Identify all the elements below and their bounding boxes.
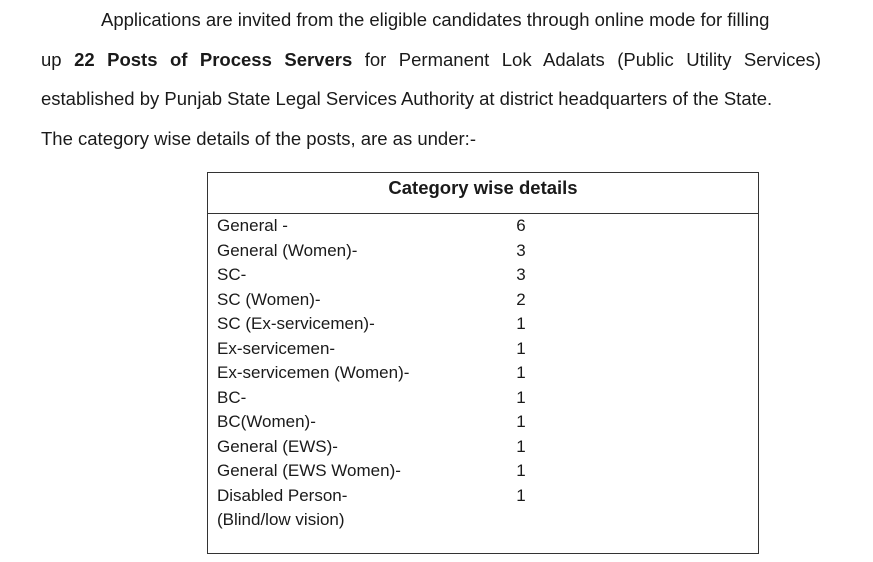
category-label: General (EWS Women)- <box>217 461 401 480</box>
intro-line-1: Applications are invited from the eligible candidates through online mode for filling <box>101 9 770 30</box>
category-count: 1 <box>516 412 526 431</box>
category-count: 1 <box>516 485 526 505</box>
category-row <box>217 410 758 435</box>
category-row <box>217 239 758 264</box>
category-label: General (EWS)- <box>217 436 338 456</box>
category-label: Disabled Person- <box>217 485 348 505</box>
intro-paragraph <box>41 0 821 158</box>
category-count: 3 <box>516 265 526 284</box>
category-row <box>217 214 758 239</box>
category-rows <box>217 214 758 533</box>
category-row <box>217 312 758 337</box>
category-label: SC- <box>217 265 247 284</box>
category-table <box>207 172 759 554</box>
category-count: 2 <box>516 289 526 309</box>
category-count: 1 <box>516 461 526 480</box>
category-count: 3 <box>516 240 526 260</box>
intro-line-2-post: for Permanent Lok Adalats (Public Utility Services) <box>364 48 822 70</box>
category-row <box>217 386 758 411</box>
category-label: General - <box>217 216 288 235</box>
category-row <box>217 484 758 509</box>
category-count: 1 <box>516 363 526 382</box>
category-row <box>217 337 758 362</box>
category-count: 1 <box>516 436 526 456</box>
category-table-title: Category wise details <box>208 173 758 214</box>
intro-line-3: established by Punjab State Legal Services Authority at district headquarters of the State. <box>41 88 773 109</box>
intro-line-4: The category wise details of the posts, are as under:- <box>41 127 476 149</box>
intro-line-2 <box>41 40 821 80</box>
category-count: 1 <box>516 387 526 407</box>
category-label: Ex-servicemen (Women)- <box>217 363 410 382</box>
category-label: BC- <box>217 387 247 407</box>
category-row <box>217 508 758 533</box>
category-row <box>217 288 758 313</box>
intro-line-2-pre: up <box>41 48 62 70</box>
category-count: 1 <box>516 338 526 358</box>
category-row <box>217 459 758 484</box>
category-label: SC (Ex-servicemen)- <box>217 314 375 333</box>
category-count: 1 <box>516 314 526 333</box>
category-label: General (Women)- <box>217 240 358 260</box>
category-label: SC (Women)- <box>217 289 321 309</box>
category-row <box>217 435 758 460</box>
category-label: BC(Women)- <box>217 412 316 431</box>
category-label: (Blind/low vision) <box>217 510 345 529</box>
category-count: 6 <box>516 216 526 235</box>
category-row <box>217 361 758 386</box>
category-label: Ex-servicemen- <box>217 338 336 358</box>
category-row <box>217 263 758 288</box>
posts-count-highlight: 22 Posts of Process Servers <box>74 48 353 70</box>
